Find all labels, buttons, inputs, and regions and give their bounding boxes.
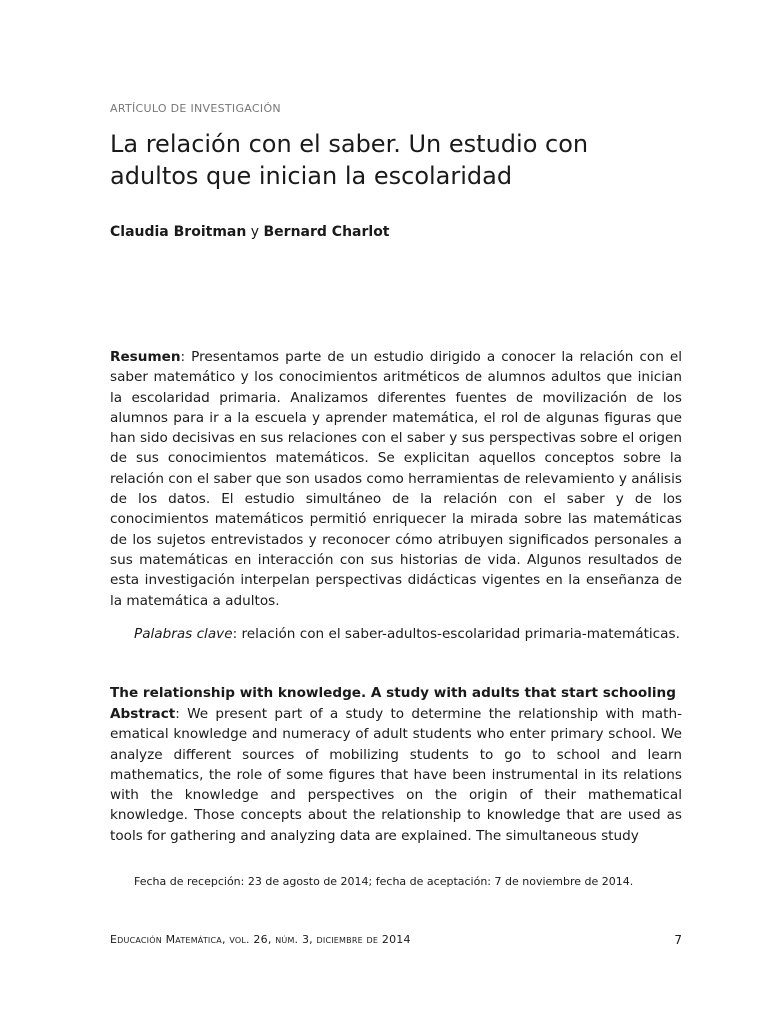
received-date-note: Fecha de recepción: 23 de agosto de 2014; fecha de aceptación: 7 de noviembre de 2014.	[134, 875, 634, 888]
keywords	[110, 624, 682, 644]
author-separator: y	[246, 224, 264, 240]
abstract-english-label: Abstract	[110, 706, 176, 722]
abstract-spanish-label: Resumen	[110, 349, 181, 365]
author-name: Claudia Broitman	[110, 224, 247, 240]
section-label: ARTÍCULO DE INVESTIGACIÓN	[110, 102, 281, 115]
english-title: The relationship with knowledge. A study with adults that start schooling	[110, 685, 676, 701]
keywords-label: Palabras clave	[134, 626, 233, 642]
abstract-spanish-text: : Presentamos parte de un estudio dirigido a conocer la relación con el saber matemático y los conocimientos aritméticos de alumnos adultos que inician la escolaridad primaria. Analizamos diferentes fuentes de movilización de los alumnos para ir a la escuela y aprender matemática, el rol de algunas figuras que han sido decisivas en sus relaciones con el saber y sus perspectivas sobre el origen de sus conocimientos matemáticos. Se explicitan aquellos conceptos sobre la relación con el saber que son usados como herramientas de relevamiento y análisis de los datos. El estudio simultáneo de la relación con el saber y de los conocimientos matemáticos permitió enriquecer la mirada sobre las matemáticas de los sujetos entrevistados y reconocer cómo atribuyen significados personales a sus matemáticas en interacción con sus historias de vida. Algunos resultados de esta investigación interpelan perspectivas didácticas vigentes en la enseñanza de la matemática a adultos.	[110, 349, 682, 609]
page-footer	[110, 933, 682, 947]
author-name: Bernard Charlot	[263, 224, 390, 240]
journal-citation: Educación Matemática, vol. 26, núm. 3, diciembre de 2014	[110, 933, 411, 946]
article-title: La relación con el saber. Un estudio con adultos que inician la escolaridad	[110, 130, 589, 190]
abstract-english	[110, 704, 682, 846]
abstract-spanish	[110, 347, 682, 611]
keywords-text: : relación con el saber-adultos-escolaridad primaria-matemáticas.	[232, 626, 680, 642]
page-number: 7	[674, 933, 682, 947]
authors	[110, 224, 390, 240]
abstract-english-text: : We present part of a study to determine the relationship with mathematical knowledge and numeracy of adult students who enter primary school. We analyze different sources of mobilizing students to go to school and learn mathematics, the role of some figures that have been instrumental in its relations with the knowledge and perspectives on the origin of their mathematical knowledge. Those concepts about the relationship to knowledge that are used as tools for gathering and analyzing data are explained. The simultaneous study	[110, 706, 682, 844]
